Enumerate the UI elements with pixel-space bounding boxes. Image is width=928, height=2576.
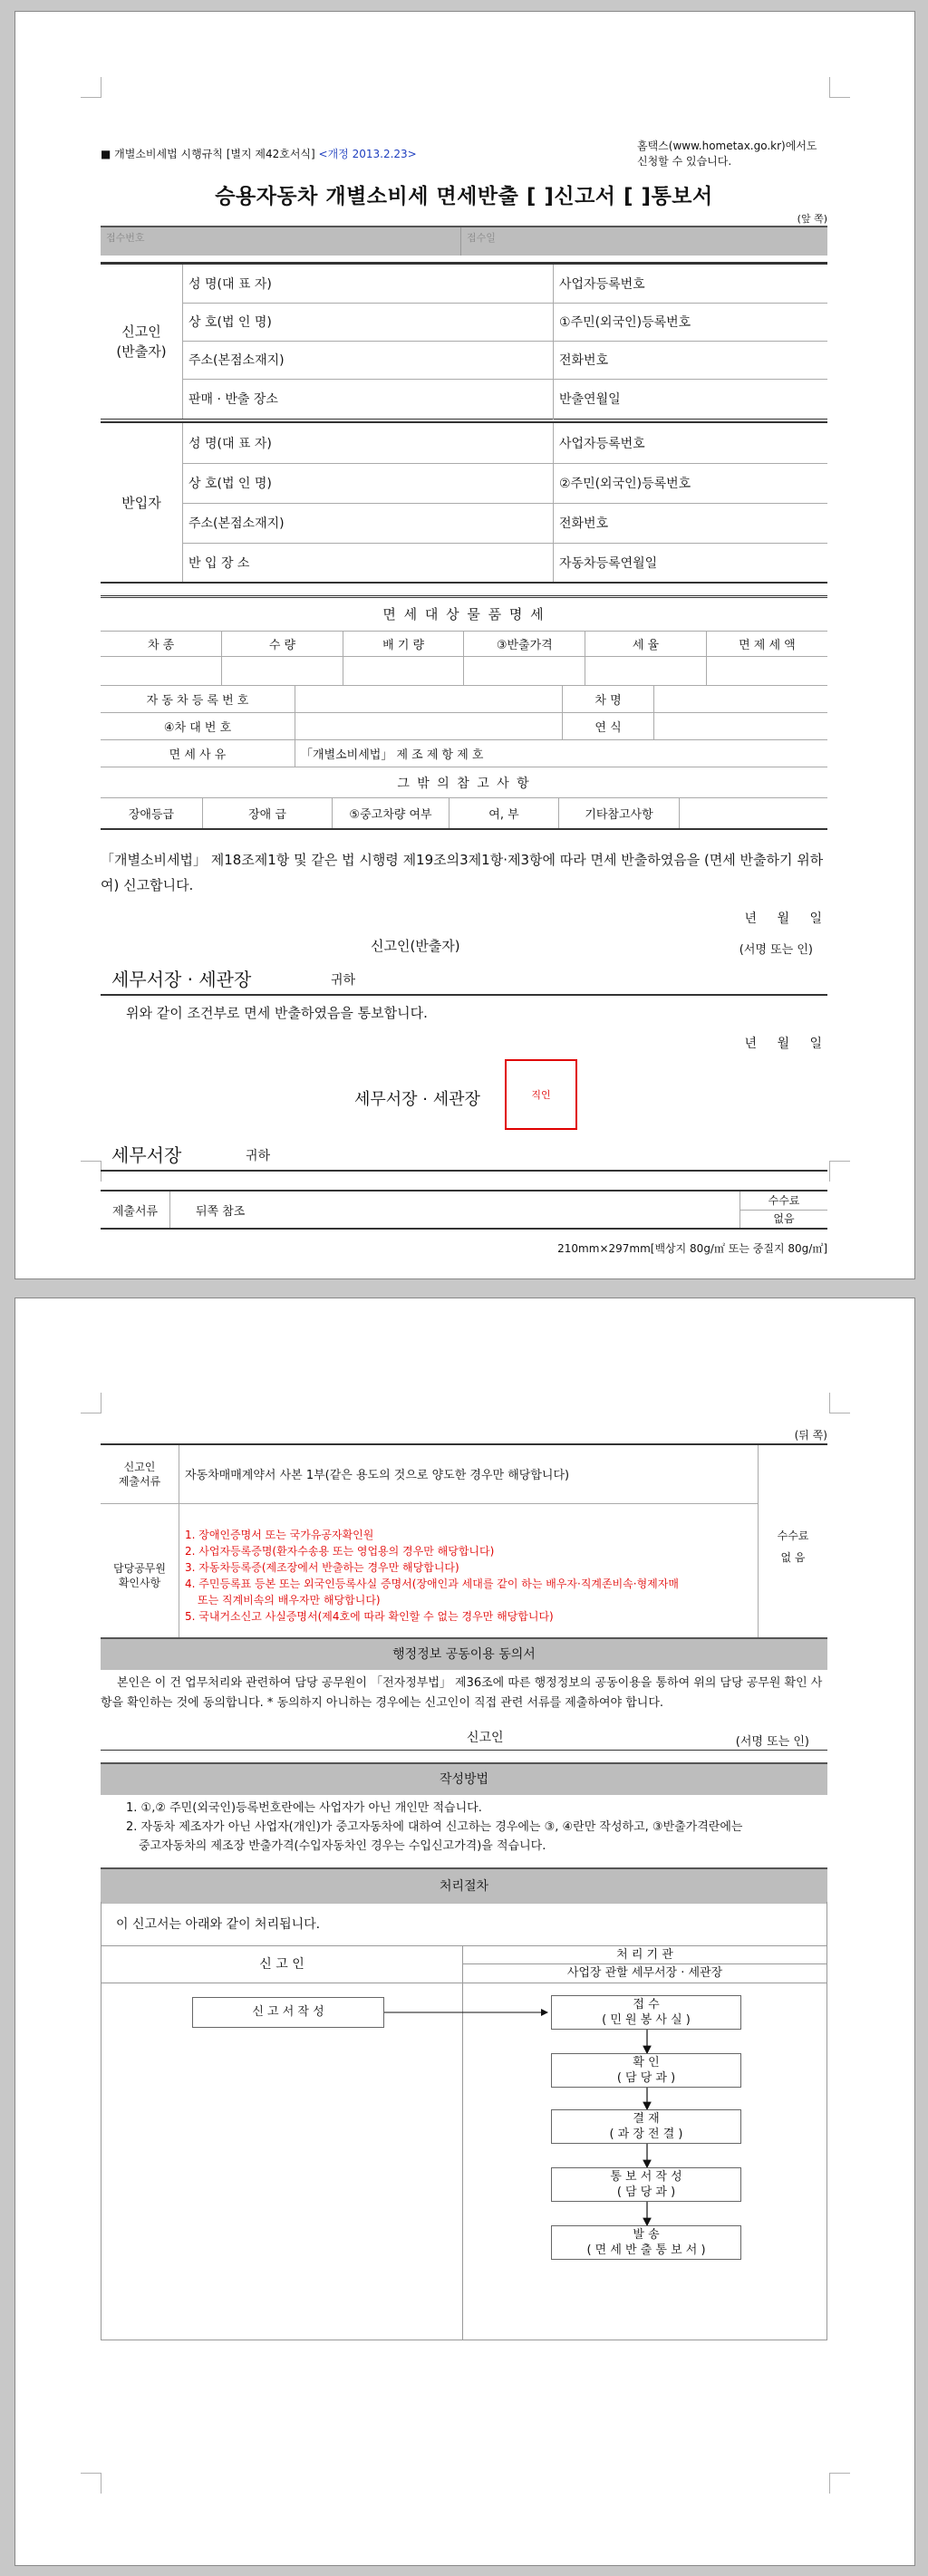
form-number: ■ 개별소비세법 시행규칙 [별지 제42호서식] <개정 2013.2.23> [101,148,417,160]
importer-phone-field[interactable]: 전화번호 [559,516,609,531]
reporter-section [101,262,827,420]
honorific-2: 귀하 [246,1149,271,1163]
crop-mark [829,1393,850,1413]
reporter-place-field[interactable]: 판매 · 반출 장소 [183,379,554,419]
issuer-row [101,1059,827,1135]
other-ref-label: 기타참고사항 [559,798,680,829]
car-name-field[interactable] [654,686,828,713]
fee-value: 없음 [773,1211,795,1225]
goods-cell[interactable] [101,656,222,685]
importer-address-field[interactable]: 주소(본점소재지) [183,503,554,543]
used-car-label: ⑤중고차량 여부 [333,798,450,829]
addressee-2: 세무서장 [111,1144,182,1166]
official-check-label: 담당공무원 확인사항 [101,1503,179,1648]
addressee: 세무서장 · 세관장 [111,969,252,990]
goods-header: 면 제 세 액 [739,638,796,652]
crop-mark [81,77,102,98]
goods-header: 세 율 [585,631,707,656]
reporter-company-field[interactable]: 상 호(법 인 명) [183,303,554,341]
step-dispatch: 발 송 ( 면 세 반 출 통 보 서 ) [551,2225,741,2260]
signer-row [101,936,827,958]
col-reporter: 신 고 인 [102,1946,463,1983]
importer-label: 반입자 [101,423,183,583]
importer-company-field[interactable]: 상 호(법 인 명) [183,463,554,503]
crop-mark [81,2473,102,2494]
process-intro-row [101,1902,827,1945]
importer-resident-no-field[interactable]: ②주민(외국인)등록번호 [559,477,691,491]
title-block [101,179,827,212]
consent-signer: 신고인 [467,1731,504,1745]
crop-mark [829,2473,850,2494]
disability-grade-field[interactable]: 장애 급 [203,798,333,829]
official-check-item: 2. 사업자등록증명(환자수송용 또는 영업용의 경우만 해당합니다) [185,1545,495,1558]
year-label: 연 식 [563,713,654,740]
official-seal: 직인 [505,1059,577,1130]
chassis-label: ④차 대 번 호 [101,713,295,740]
method-title: 작성방법 [101,1762,827,1795]
page-title: 승용자동차 개별소비세 면세반출 [ ]신고서 [ ]통보서 [215,185,713,208]
goods-header: 배 기 량 [343,631,464,656]
goods-header: ③반출가격 [464,631,585,656]
importer-name-field[interactable]: 성 명(대 표 자) [183,423,554,463]
form-header [101,139,827,175]
crop-mark [81,1393,102,1413]
submit-docs-label: 신고인 제출서류 [101,1445,179,1503]
attach-label: 제출서류 [101,1192,170,1228]
notice-date[interactable]: 년 월 일 [744,1037,822,1051]
goods-cell[interactable] [585,656,707,685]
side-label: (앞 쪽) [797,213,827,225]
car-name-label: 차 명 [563,686,654,713]
chassis-field[interactable] [295,713,563,740]
col-agency: 처 리 기 관 사업장 관할 세무서장 · 세관장 [463,1946,826,1983]
method-item: 2. 자동차 제조자가 아닌 사업자(개인)가 중고자동차에 대하여 신고하는 경우에는 ③, ④란만 작성하고, ③반출가격란에는 [126,1820,743,1834]
official-check-item: 4. 주민등록표 등본 또는 외국인등록사실 증명서(장애인과 세대를 같이 하는 배우자·직계존비속·형제자매 [185,1577,679,1591]
notice-text: 위와 같이 조건부로 면세 반출하였음을 통보합니다. [126,1005,428,1021]
importer-reg-date-field[interactable]: 자동차등록연월일 [559,555,658,571]
reason-label: 면 세 사 유 [101,740,295,767]
attachment-bar [101,1190,827,1230]
goods-cell[interactable] [222,656,343,685]
receipt-date: 접수일 [466,232,496,244]
method-item: 1. ①,② 주민(외국인)등록번호란에는 사업자가 아닌 개인만 적습니다. [126,1801,482,1815]
hometax-note: 홈택스(www.hometax.go.kr)에서도 신청할 수 있습니다. [637,140,817,168]
method-list [101,1799,827,1856]
crop-mark [829,1161,850,1182]
reporter-business-no-field[interactable]: 사업자등록번호 [559,276,645,292]
submit-docs-value: 자동차매매계약서 사본 1부(같은 용도의 것으로 양도한 경우만 해당합니다) [179,1445,759,1503]
crop-mark [829,77,850,98]
goods-header: 수 량 [222,631,343,656]
reason-field[interactable]: 「개별소비세법」 제 조 제 항 제 호 [301,748,484,762]
declaration-text: 「개별소비세법」 제18조제1항 및 같은 법 시행령 제19조의3제1항·제3항에 따라 면세 반출하였음을 (면세 반출하기 위하여) 신고합니다. [101,852,824,893]
process-intro: 이 신고서는 아래와 같이 처리됩니다. [116,1917,321,1932]
signer-label: 신고인(반출자) [371,938,460,954]
sign-note[interactable]: (서명 또는 인) [739,943,813,957]
step-verify: 확 인 ( 담 당 과 ) [551,2053,741,2088]
official-check-list [179,1503,759,1648]
reporter-resident-no-field[interactable]: ①주민(외국인)등록번호 [559,315,691,330]
consent-sign-note[interactable]: (서명 또는 인) [735,1735,809,1749]
used-car-field[interactable]: 여, 부 [450,798,559,829]
step-notice-writing: 통 보 서 작 성 ( 담 당 과 ) [551,2167,741,2202]
goods-section [101,595,827,830]
addressee2-row [101,1141,827,1172]
side-label-back: (뒤 쪽) [794,1429,827,1442]
declaration-date[interactable]: 년 월 일 [744,912,822,926]
consent-title: 행정정보 공동이용 동의서 [101,1637,827,1670]
documents-table [101,1443,827,1650]
official-check-item: 1. 장애인증명서 또는 국가유공자확인원 [185,1529,374,1542]
goods-header: 차 종 [101,631,222,656]
consent-sign-row [101,1726,827,1751]
importer-place-field[interactable]: 반 입 장 소 [183,543,554,583]
importer-business-no-field[interactable]: 사업자등록번호 [559,436,645,451]
reporter-phone-field[interactable]: 전화번호 [559,353,609,368]
page-front [14,11,915,1279]
disability-grade-label: 장애등급 [101,798,203,829]
consent-text: 본인은 이 건 업무처리와 관련하여 담당 공무원이 「전자정부법」 제36조에 따른 행정정보의 공동이용을 통하여 위의 담당 공무원 확인 사항을 확인하는 것에 동의합니다. * 동의하지 아니하는 경우에는 신고인이 직접 관련 서류를 제출하여야 합니다. [101,1676,823,1710]
page-back [14,1298,915,2566]
honorific: 귀하 [331,973,356,988]
process-title: 처리절차 [101,1867,827,1904]
method-item: 중고자동차의 제조장 반출가격(수입자동차인 경우는 수입신고가격)을 적습니다. [139,1839,546,1853]
fee-label: 수수료 [740,1192,827,1211]
reg-no-label: 자 동 차 등 록 번 호 [101,686,295,713]
paper-spec: 210mm×297mm[백상지 80g/㎡ 또는 중질지 80g/㎡] [557,1242,827,1255]
reporter-label: 신고인 (반출자) [101,265,183,419]
process-flow [101,1945,827,2340]
issuer: 세무서장 · 세관장 [354,1090,480,1109]
goods-cell[interactable] [464,656,585,685]
other-ref-field[interactable] [680,798,828,829]
amendment-date: <개정 2013.2.23> [318,148,417,160]
step-receipt: 접 수 ( 민 원 봉 사 실 ) [551,1995,741,2030]
goods-cell[interactable] [343,656,464,685]
reporter-name-field[interactable]: 성 명(대 표 자) [183,265,554,303]
official-check-item: 5. 국내거소신고 사실증명서(제4호에 따라 확인할 수 없는 경우만 해당합니다) [185,1610,554,1624]
goods-title: 면 세 대 상 물 품 명 세 [382,606,546,623]
reporter-release-date-field[interactable]: 반출연월일 [559,392,621,407]
receipt-number: 접수번호 [101,227,460,256]
attach-value: 뒤쪽 참조 [170,1192,740,1228]
reporter-address-field[interactable]: 주소(본점소재지) [183,341,554,379]
official-check-item: 또는 직계비속의 배우자만 해당합니다) [198,1594,381,1607]
crop-mark [81,1161,102,1182]
addressee-row [101,965,827,996]
reg-no-field[interactable] [295,686,563,713]
importer-section [101,421,827,584]
year-field[interactable] [654,713,828,740]
step-approval: 결 재 ( 과 장 전 결 ) [551,2109,741,2144]
official-check-item: 3. 자동차등록증(제조장에서 반출하는 경우만 해당합니다) [185,1561,459,1575]
reference-title: 그 밖 의 참 고 사 항 [397,776,531,791]
goods-cell[interactable] [706,656,827,685]
receipt-bar [101,226,827,256]
fee-cell: 수수료 없 음 [777,1529,809,1564]
step-write-report: 신 고 서 작 성 [192,1997,384,2028]
